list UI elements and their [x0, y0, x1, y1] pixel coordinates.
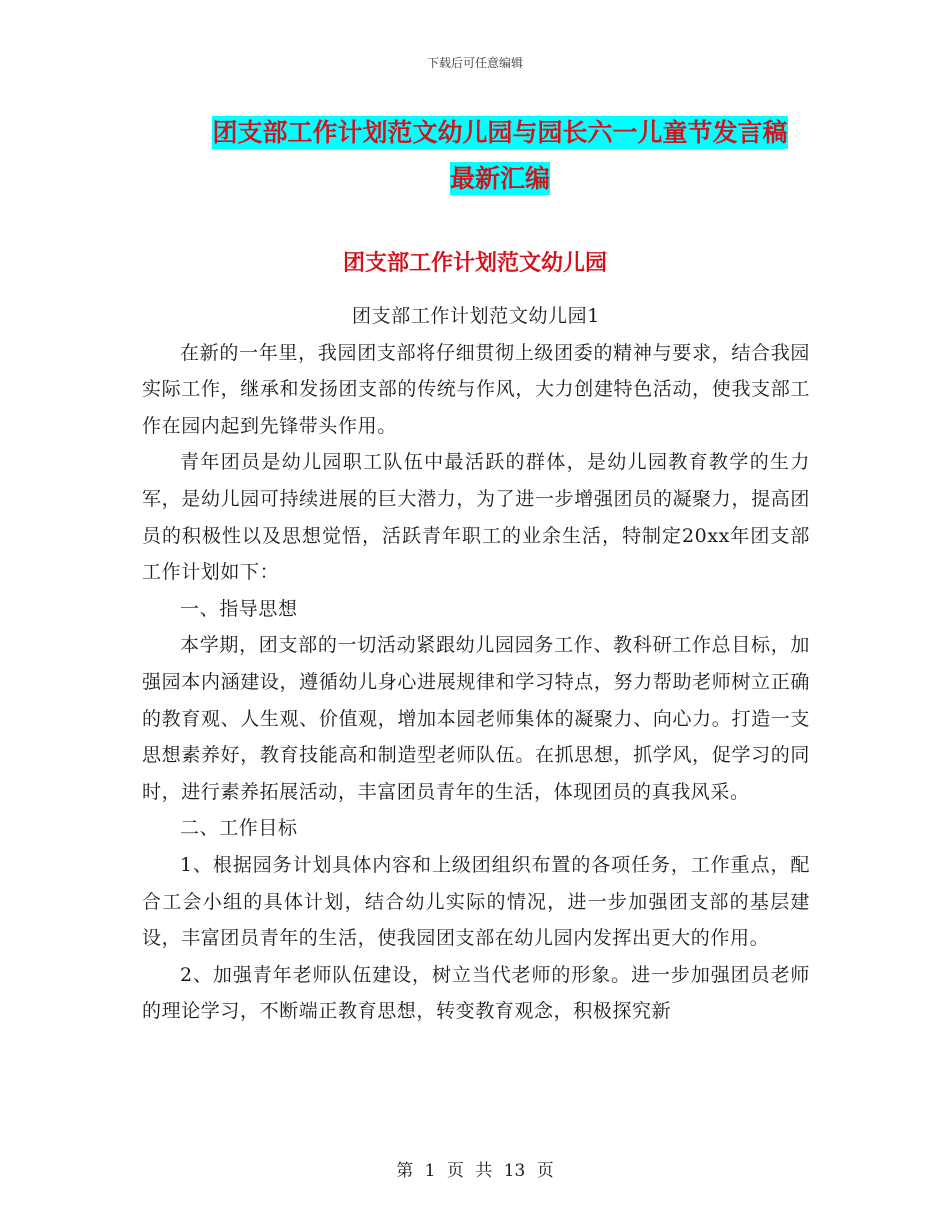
- page-footer: 第 1 页 共 13 页: [396, 1161, 554, 1181]
- paragraph: 在新的一年里，我园团支部将仔细贯彻上级团委的精神与要求，结合我园实际工作，继承和发扬团支部的传统与作风，大力创建特色活动，使我支部工作在园内起到先锋带头作用。: [142, 341, 810, 437]
- subtitle: 团支部工作计划范文幼儿园1: [352, 305, 600, 327]
- paragraph: 1、根据园务计划具体内容和上级团组织布置的各项任务，工作重点，配合工会小组的具体计划，结合幼儿实际的情况，进一步加强团支部的基层建设，丰富团员青年的生活，使我园团支部在幼儿园内发挥出更大的作用。: [142, 853, 810, 950]
- heading-guiding-ideology: 一、指导思想: [180, 597, 298, 620]
- header-note: 下载后可任意编辑: [426, 56, 523, 70]
- paragraph: 青年团员是幼儿园职工队伍中最活跃的群体，是幼儿园教育教学的生力军，是幼儿园可持续进展的巨大潜力，为了进一步增强团员的凝聚力，提高团员的积极性以及思想觉悟，活跃青年职工的业余生活，特制定20xx年团支部工作计划如下：: [142, 451, 810, 584]
- section-title: 团支部工作计划范文幼儿园: [342, 251, 607, 276]
- title-line-2: 最新汇编: [449, 164, 550, 193]
- title-line-1: 团支部工作计划范文幼儿园与园长六一儿童节发言稿: [212, 118, 788, 147]
- document-body: [142, 298, 810, 1030]
- paragraph: 本学期，团支部的一切活动紧跟幼儿园园务工作、教科研工作总目标，加强园本内涵建设，遵循幼儿身心进展规律和学习特点，努力帮助老师树立正确的教育观、人生观、价值观，增加本园老师集体的凝聚力、向心力。打造一支思想素养好，教育技能高和制造型老师队伍。在抓思想，抓学风，促学习的同时，进行素养拓展活动，丰富团员青年的生活，体现团员的真我风采。: [142, 634, 810, 803]
- paragraph: 2、加强青年老师队伍建设，树立当代老师的形象。进一步加强团员老师的理论学习，不断端正教育思想，转变教育观念，积极探究新: [142, 963, 810, 1023]
- document-title: [140, 110, 860, 202]
- heading-work-goals: 二、工作目标: [180, 817, 298, 840]
